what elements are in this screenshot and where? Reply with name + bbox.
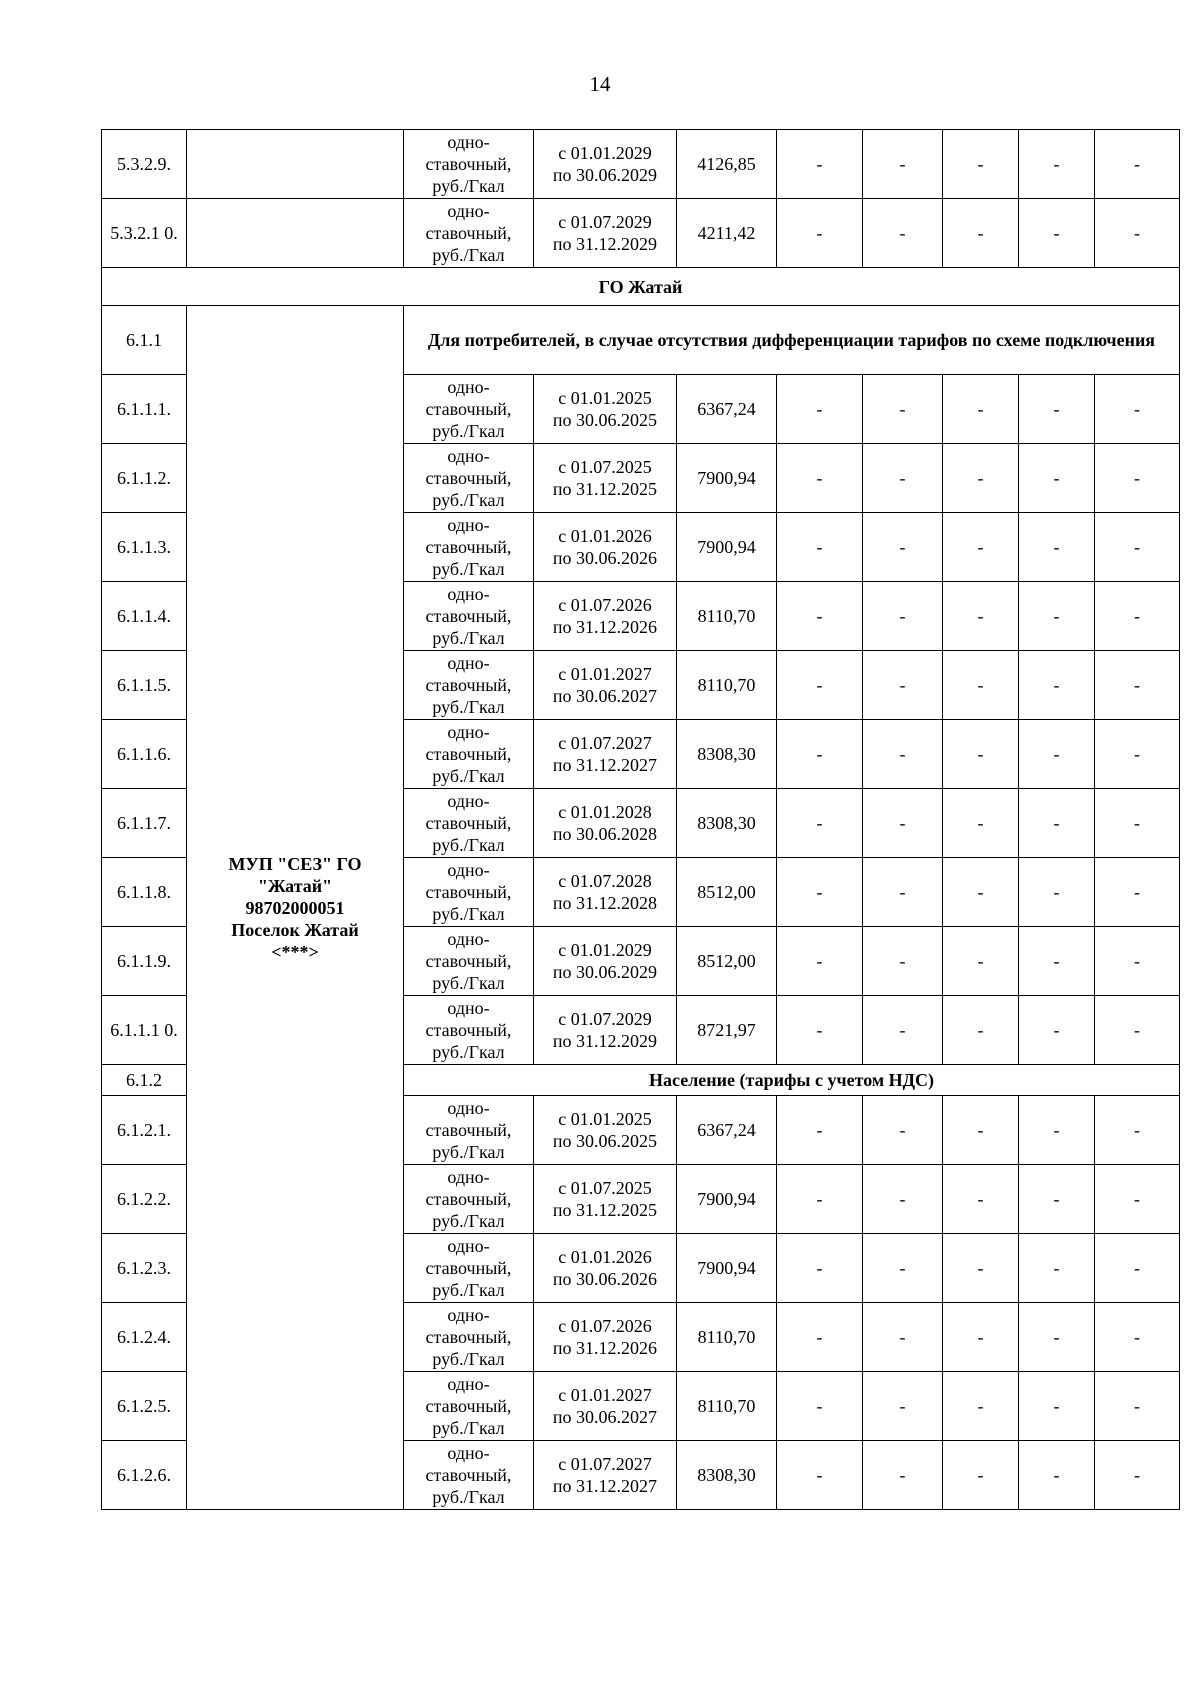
period-cell <box>534 1372 677 1441</box>
cell-line: руб./Гкал <box>432 1418 505 1438</box>
cell-line: ставочный, <box>425 1396 512 1416</box>
empty-value-cell: - <box>777 927 863 996</box>
cell-line: руб./Гкал <box>432 559 505 579</box>
cell-line: по 30.06.2026 <box>552 548 658 568</box>
tariff-value-cell: 8110,70 <box>677 582 777 651</box>
empty-value-cell: - <box>943 513 1019 582</box>
section-code-cell: 6.1.1 <box>102 306 187 375</box>
region-title: ГО Жатай <box>102 268 1180 306</box>
empty-value-cell: - <box>943 1096 1019 1165</box>
cell-line: ставочный, <box>425 537 512 557</box>
cell-line: одно- <box>447 584 490 604</box>
cell-line: одно- <box>447 791 490 811</box>
cell-line: по 30.06.2027 <box>552 1407 658 1427</box>
empty-value-cell: - <box>1019 513 1095 582</box>
empty-value-cell: - <box>863 858 943 927</box>
empty-value-cell: - <box>1019 130 1095 199</box>
organization-cell-empty <box>187 130 404 199</box>
empty-value-cell: - <box>1095 651 1180 720</box>
empty-value-cell: - <box>1019 1372 1095 1441</box>
cell-line: с 01.07.2027 <box>558 1454 652 1474</box>
empty-value-cell: - <box>1095 858 1180 927</box>
rate-type-cell <box>404 789 534 858</box>
cell-line: с 01.01.2029 <box>558 940 652 960</box>
cell-line: одно- <box>447 1098 490 1118</box>
cell-line: одно- <box>447 860 490 880</box>
cell-line: с 01.01.2027 <box>558 664 652 684</box>
row-code-cell: 6.1.1.6. <box>102 720 187 789</box>
cell-line: ставочный, <box>425 1120 512 1140</box>
empty-value-cell: - <box>943 1441 1019 1510</box>
empty-value-cell: - <box>1019 720 1095 789</box>
cell-line: ставочный, <box>425 606 512 626</box>
empty-value-cell: - <box>1019 375 1095 444</box>
empty-value-cell: - <box>1095 199 1180 268</box>
empty-value-cell: - <box>1019 858 1095 927</box>
period-cell <box>534 199 677 268</box>
empty-value-cell: - <box>777 858 863 927</box>
period-cell <box>534 1441 677 1510</box>
rate-type-cell <box>404 199 534 268</box>
empty-value-cell: - <box>1095 1303 1180 1372</box>
cell-line: по 30.06.2028 <box>552 824 658 844</box>
period-cell <box>534 444 677 513</box>
empty-value-cell: - <box>1095 789 1180 858</box>
cell-line: ставочный, <box>425 675 512 695</box>
cell-line: с 01.07.2025 <box>558 457 652 477</box>
empty-value-cell: - <box>943 651 1019 720</box>
cell-line: <***> <box>271 941 319 962</box>
period-cell <box>534 375 677 444</box>
row-code-cell: 6.1.1.1 0. <box>102 996 187 1065</box>
cell-line: ставочный, <box>425 813 512 833</box>
empty-value-cell: - <box>777 996 863 1065</box>
empty-value-cell: - <box>943 130 1019 199</box>
cell-line: одно- <box>447 998 490 1018</box>
empty-value-cell: - <box>1019 1165 1095 1234</box>
empty-value-cell: - <box>1095 1234 1180 1303</box>
cell-line: с 01.07.2026 <box>558 1316 652 1336</box>
cell-line: руб./Гкал <box>432 1349 505 1369</box>
empty-value-cell: - <box>863 130 943 199</box>
empty-value-cell: - <box>777 582 863 651</box>
cell-line: одно- <box>447 446 490 466</box>
empty-value-cell: - <box>777 789 863 858</box>
section-title: Для потребителей, в случае отсутствия дифференциации тарифов по схеме подключения <box>404 306 1180 375</box>
empty-value-cell: - <box>777 1303 863 1372</box>
empty-value-cell: - <box>1095 375 1180 444</box>
empty-value-cell: - <box>1019 1303 1095 1372</box>
cell-line: ставочный, <box>425 951 512 971</box>
cell-line: руб./Гкал <box>432 1042 505 1062</box>
empty-value-cell: - <box>777 1372 863 1441</box>
cell-line: руб./Гкал <box>432 490 505 510</box>
period-cell <box>534 858 677 927</box>
cell-line: руб./Гкал <box>432 766 505 786</box>
row-code-cell: 6.1.1.7. <box>102 789 187 858</box>
cell-line: с 01.01.2026 <box>558 1247 652 1267</box>
empty-value-cell: - <box>943 720 1019 789</box>
rate-type-cell <box>404 1165 534 1234</box>
empty-value-cell: - <box>1019 199 1095 268</box>
row-code-cell: 6.1.1.9. <box>102 927 187 996</box>
empty-value-cell: - <box>1019 927 1095 996</box>
period-cell <box>534 720 677 789</box>
empty-value-cell: - <box>863 1372 943 1441</box>
empty-value-cell: - <box>1095 1165 1180 1234</box>
period-cell <box>534 651 677 720</box>
cell-line: ставочный, <box>425 154 512 174</box>
empty-value-cell: - <box>1095 927 1180 996</box>
empty-value-cell: - <box>863 651 943 720</box>
cell-line: с 01.07.2027 <box>558 733 652 753</box>
cell-line: по 31.12.2025 <box>552 479 658 499</box>
row-code-cell: 6.1.2.3. <box>102 1234 187 1303</box>
empty-value-cell: - <box>863 199 943 268</box>
empty-value-cell: - <box>943 996 1019 1065</box>
period-cell <box>534 789 677 858</box>
cell-line: по 31.12.2027 <box>552 1476 658 1496</box>
empty-value-cell: - <box>1019 444 1095 513</box>
section-title: Население (тарифы с учетом НДС) <box>404 1065 1180 1096</box>
empty-value-cell: - <box>1095 720 1180 789</box>
cell-line: одно- <box>447 1374 490 1394</box>
empty-value-cell: - <box>777 513 863 582</box>
cell-line: ставочный, <box>425 1327 512 1347</box>
empty-value-cell: - <box>863 927 943 996</box>
cell-line: по 30.06.2026 <box>552 1269 658 1289</box>
rate-type-cell <box>404 927 534 996</box>
tariff-value-cell: 8308,30 <box>677 789 777 858</box>
empty-value-cell: - <box>863 375 943 444</box>
cell-line: с 01.07.2025 <box>558 1178 652 1198</box>
tariff-value-cell: 8110,70 <box>677 651 777 720</box>
cell-line: руб./Гкал <box>432 1280 505 1300</box>
cell-line: ставочный, <box>425 1465 512 1485</box>
region-row <box>102 268 1180 306</box>
tariff-value-cell: 4211,42 <box>677 199 777 268</box>
section-code-cell: 6.1.2 <box>102 1065 187 1096</box>
cell-line: ставочный, <box>425 223 512 243</box>
rate-type-cell <box>404 375 534 444</box>
cell-line: 98702000051 <box>245 897 345 918</box>
empty-value-cell: - <box>777 720 863 789</box>
empty-value-cell: - <box>1095 444 1180 513</box>
empty-value-cell: - <box>1019 1096 1095 1165</box>
cell-line: МУП "СЕЗ" ГО <box>228 853 362 874</box>
cell-line: ставочный, <box>425 468 512 488</box>
empty-value-cell: - <box>943 789 1019 858</box>
tariff-value-cell: 7900,94 <box>677 1234 777 1303</box>
cell-line: по 30.06.2027 <box>552 686 658 706</box>
tariff-value-cell: 6367,24 <box>677 1096 777 1165</box>
empty-value-cell: - <box>863 720 943 789</box>
cell-line: одно- <box>447 515 490 535</box>
tariff-value-cell: 7900,94 <box>677 513 777 582</box>
row-code-cell: 6.1.2.1. <box>102 1096 187 1165</box>
empty-value-cell: - <box>777 444 863 513</box>
row-code-cell: 6.1.1.2. <box>102 444 187 513</box>
cell-line: руб./Гкал <box>432 421 505 441</box>
rate-type-cell <box>404 858 534 927</box>
organization-cell <box>187 306 404 1510</box>
cell-line: руб./Гкал <box>432 245 505 265</box>
row-code-cell: 6.1.2.2. <box>102 1165 187 1234</box>
cell-line: с 01.01.2025 <box>558 388 652 408</box>
empty-value-cell: - <box>777 1165 863 1234</box>
tariff-value-cell: 4126,85 <box>677 130 777 199</box>
tariff-table <box>101 129 1180 1510</box>
cell-line: руб./Гкал <box>432 904 505 924</box>
empty-value-cell: - <box>777 130 863 199</box>
cell-line: с 01.07.2029 <box>558 1009 652 1029</box>
empty-value-cell: - <box>943 927 1019 996</box>
row-code-cell: 6.1.2.6. <box>102 1441 187 1510</box>
cell-line: одно- <box>447 1236 490 1256</box>
empty-value-cell: - <box>943 375 1019 444</box>
cell-line: ставочный, <box>425 1258 512 1278</box>
cell-line: руб./Гкал <box>432 1142 505 1162</box>
row-code-cell: 6.1.1.3. <box>102 513 187 582</box>
cell-line: одно- <box>447 377 490 397</box>
cell-line: с 01.01.2026 <box>558 526 652 546</box>
empty-value-cell: - <box>863 513 943 582</box>
rate-type-cell <box>404 1441 534 1510</box>
row-code-cell: 6.1.2.5. <box>102 1372 187 1441</box>
rate-type-cell <box>404 996 534 1065</box>
cell-line: одно- <box>447 653 490 673</box>
cell-line: ставочный, <box>425 1020 512 1040</box>
period-cell <box>534 996 677 1065</box>
tariff-value-cell: 8308,30 <box>677 1441 777 1510</box>
cell-line: по 31.12.2026 <box>552 617 658 637</box>
empty-value-cell: - <box>1019 651 1095 720</box>
empty-value-cell: - <box>1019 789 1095 858</box>
cell-line: руб./Гкал <box>432 697 505 717</box>
cell-line: по 30.06.2029 <box>552 165 658 185</box>
period-cell <box>534 130 677 199</box>
row-code-cell: 5.3.2.1 0. <box>102 199 187 268</box>
cell-line: руб./Гкал <box>432 973 505 993</box>
row-code-cell: 6.1.1.4. <box>102 582 187 651</box>
cell-line: одно- <box>447 1305 490 1325</box>
cell-line: с 01.07.2026 <box>558 595 652 615</box>
empty-value-cell: - <box>863 1096 943 1165</box>
tariff-table-body <box>102 130 1180 1510</box>
rate-type-cell <box>404 513 534 582</box>
empty-value-cell: - <box>777 1096 863 1165</box>
cell-line: руб./Гкал <box>432 1487 505 1507</box>
cell-line: с 01.07.2029 <box>558 212 652 232</box>
cell-line: Поселок Жатай <box>231 919 359 940</box>
cell-line: по 31.12.2026 <box>552 1338 658 1358</box>
rate-type-cell <box>404 444 534 513</box>
cell-line: руб./Гкал <box>432 1211 505 1231</box>
cell-line: одно- <box>447 1167 490 1187</box>
cell-line: с 01.01.2025 <box>558 1109 652 1129</box>
rate-type-cell <box>404 1234 534 1303</box>
empty-value-cell: - <box>863 996 943 1065</box>
tariff-value-cell: 8512,00 <box>677 858 777 927</box>
rate-type-cell <box>404 1372 534 1441</box>
empty-value-cell: - <box>1095 996 1180 1065</box>
tariff-value-cell: 8721,97 <box>677 996 777 1065</box>
empty-value-cell: - <box>863 789 943 858</box>
empty-value-cell: - <box>777 1441 863 1510</box>
cell-line: по 30.06.2025 <box>552 1131 658 1151</box>
empty-value-cell: - <box>863 1165 943 1234</box>
cell-line: ставочный, <box>425 1189 512 1209</box>
cell-line: с 01.07.2028 <box>558 871 652 891</box>
cell-line: по 31.12.2028 <box>552 893 658 913</box>
empty-value-cell: - <box>943 1165 1019 1234</box>
cell-line: одно- <box>447 1443 490 1463</box>
cell-line: по 31.12.2027 <box>552 755 658 775</box>
rate-type-cell <box>404 720 534 789</box>
empty-value-cell: - <box>1019 1441 1095 1510</box>
cell-line: по 31.12.2029 <box>552 1031 658 1051</box>
period-cell <box>534 1234 677 1303</box>
period-cell <box>534 513 677 582</box>
row-code-cell: 6.1.1.1. <box>102 375 187 444</box>
empty-value-cell: - <box>943 858 1019 927</box>
empty-value-cell: - <box>1019 1234 1095 1303</box>
rate-type-cell <box>404 1303 534 1372</box>
empty-value-cell: - <box>943 199 1019 268</box>
empty-value-cell: - <box>863 582 943 651</box>
rate-type-cell <box>404 582 534 651</box>
row-code-cell: 5.3.2.9. <box>102 130 187 199</box>
cell-line: с 01.01.2027 <box>558 1385 652 1405</box>
organization-cell-empty <box>187 199 404 268</box>
cell-line: ставочный, <box>425 882 512 902</box>
period-cell <box>534 1165 677 1234</box>
row-code-cell: 6.1.1.5. <box>102 651 187 720</box>
empty-value-cell: - <box>777 1234 863 1303</box>
empty-value-cell: - <box>863 444 943 513</box>
cell-line: с 01.01.2029 <box>558 143 652 163</box>
cell-line: по 31.12.2029 <box>552 234 658 254</box>
cell-line: ставочный, <box>425 399 512 419</box>
tariff-value-cell: 7900,94 <box>677 444 777 513</box>
empty-value-cell: - <box>1095 1372 1180 1441</box>
empty-value-cell: - <box>777 375 863 444</box>
period-cell <box>534 1096 677 1165</box>
empty-value-cell: - <box>1095 582 1180 651</box>
tariff-value-cell: 8110,70 <box>677 1303 777 1372</box>
empty-value-cell: - <box>943 582 1019 651</box>
empty-value-cell: - <box>777 651 863 720</box>
row-code-cell: 6.1.2.4. <box>102 1303 187 1372</box>
empty-value-cell: - <box>1095 1441 1180 1510</box>
empty-value-cell: - <box>943 1303 1019 1372</box>
cell-line: "Жатай" <box>257 875 333 896</box>
empty-value-cell: - <box>943 444 1019 513</box>
empty-value-cell: - <box>1019 582 1095 651</box>
empty-value-cell: - <box>1095 130 1180 199</box>
cell-line: по 31.12.2025 <box>552 1200 658 1220</box>
empty-value-cell: - <box>1095 513 1180 582</box>
cell-line: по 30.06.2029 <box>552 962 658 982</box>
period-cell <box>534 1303 677 1372</box>
empty-value-cell: - <box>943 1234 1019 1303</box>
cell-line: руб./Гкал <box>432 835 505 855</box>
empty-value-cell: - <box>863 1441 943 1510</box>
cell-line: одно- <box>447 722 490 742</box>
empty-value-cell: - <box>1019 996 1095 1065</box>
cell-line: ставочный, <box>425 744 512 764</box>
table-row <box>102 199 1180 268</box>
section-header-row <box>102 306 1180 375</box>
tariff-value-cell: 8512,00 <box>677 927 777 996</box>
tariff-value-cell: 6367,24 <box>677 375 777 444</box>
rate-type-cell <box>404 130 534 199</box>
row-code-cell: 6.1.1.8. <box>102 858 187 927</box>
tariff-value-cell: 8110,70 <box>677 1372 777 1441</box>
rate-type-cell <box>404 651 534 720</box>
period-cell <box>534 927 677 996</box>
empty-value-cell: - <box>777 199 863 268</box>
empty-value-cell: - <box>1095 1096 1180 1165</box>
empty-value-cell: - <box>863 1234 943 1303</box>
cell-line: с 01.01.2028 <box>558 802 652 822</box>
page-number: 14 <box>589 72 611 96</box>
cell-line: одно- <box>447 132 490 152</box>
empty-value-cell: - <box>863 1303 943 1372</box>
period-cell <box>534 582 677 651</box>
table-row <box>102 130 1180 199</box>
cell-line: руб./Гкал <box>432 628 505 648</box>
cell-line: одно- <box>447 201 490 221</box>
cell-line: руб./Гкал <box>432 176 505 196</box>
rate-type-cell <box>404 1096 534 1165</box>
tariff-value-cell: 8308,30 <box>677 720 777 789</box>
tariff-value-cell: 7900,94 <box>677 1165 777 1234</box>
empty-value-cell: - <box>943 1372 1019 1441</box>
cell-line: по 30.06.2025 <box>552 410 658 430</box>
cell-line: одно- <box>447 929 490 949</box>
